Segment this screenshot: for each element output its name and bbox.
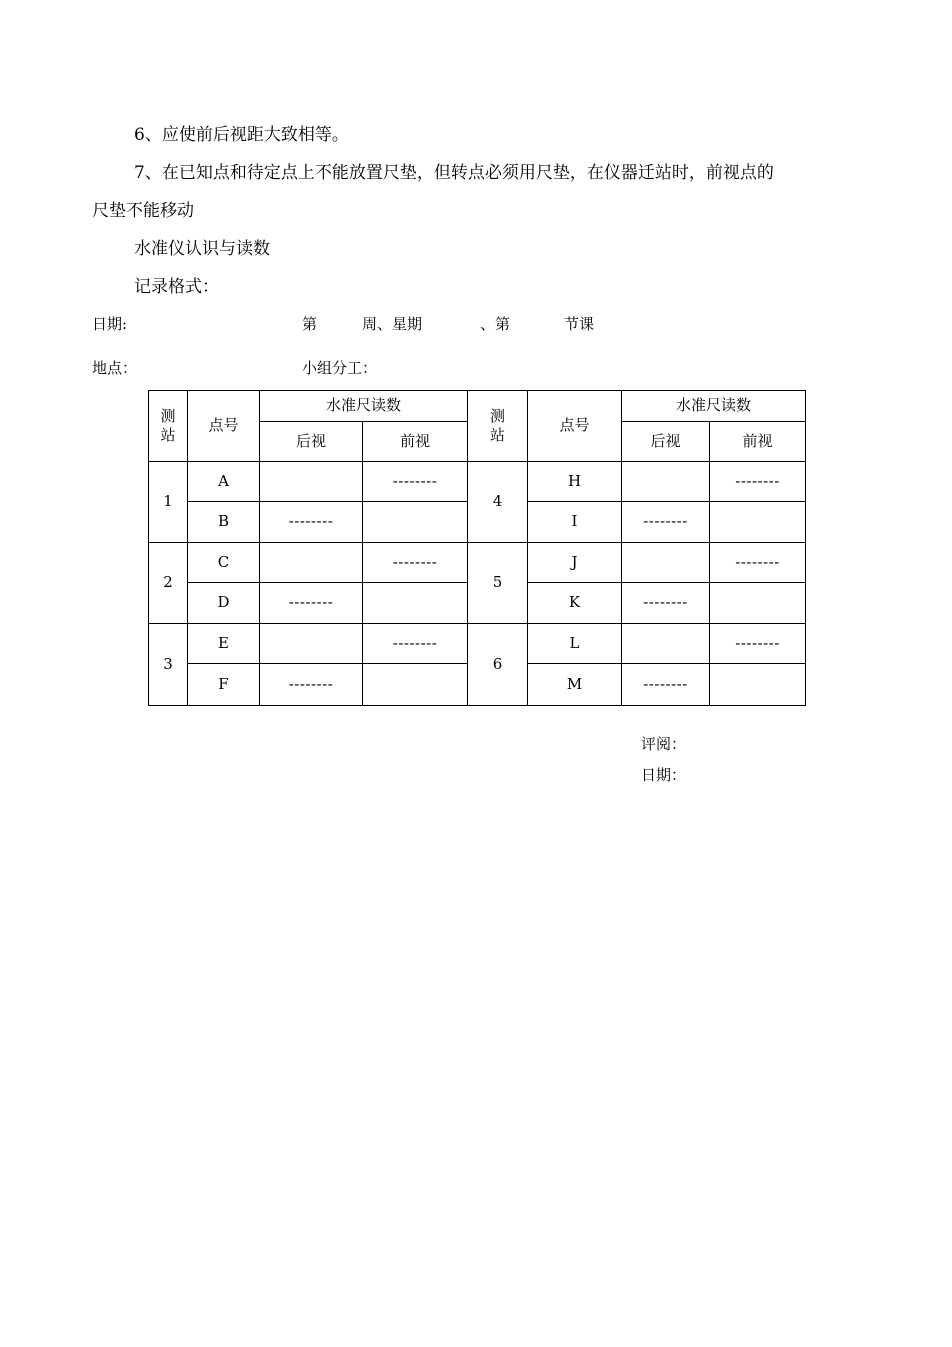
back-sight-cell [622, 624, 710, 664]
back-sight-cell [622, 543, 710, 583]
point-cell: B [188, 502, 260, 543]
record-table [148, 390, 806, 706]
back-sight-cell: -------- [622, 664, 710, 706]
fore-sight-header: 前视 [363, 422, 468, 462]
point-cell: K [528, 583, 622, 624]
record-format-label: 记录格式： [134, 277, 219, 297]
point-header: 点号 [188, 391, 260, 462]
station-cell: 6 [468, 624, 528, 706]
point-cell: D [188, 583, 260, 624]
fore-sight-cell [710, 664, 806, 706]
back-sight-cell: -------- [260, 583, 363, 624]
paragraph-item-7: 7、在已知点和待定点上不能放置尺垫，但转点必须用尺垫，在仪器迁站时，前视点的 [134, 163, 774, 183]
fore-sight-cell [710, 502, 806, 543]
station-cell: 2 [149, 543, 188, 624]
fore-sight-cell: -------- [363, 543, 468, 583]
reading-header: 水准尺读数 [622, 391, 806, 422]
lesson-suffix: 节课 [564, 315, 595, 333]
point-header: 点号 [528, 391, 622, 462]
week-suffix: 周、星期 [362, 315, 423, 333]
fore-sight-cell [363, 502, 468, 543]
section-heading: 水准仪认识与读数 [134, 239, 270, 259]
back-sight-cell: -------- [622, 583, 710, 624]
back-sight-header: 后视 [260, 422, 363, 462]
back-sight-cell [260, 624, 363, 664]
fore-sight-cell [710, 583, 806, 624]
station-cell: 3 [149, 624, 188, 706]
fore-sight-header: 前视 [710, 422, 806, 462]
date-label: 日期: [92, 315, 128, 333]
point-cell: H [528, 462, 622, 502]
point-cell: E [188, 624, 260, 664]
back-sight-cell [260, 543, 363, 583]
week-prefix: 第 [302, 315, 318, 333]
point-cell: J [528, 543, 622, 583]
back-sight-cell: -------- [260, 502, 363, 543]
group-label: 小组分工： [302, 359, 378, 377]
back-sight-cell [260, 462, 363, 502]
point-cell: C [188, 543, 260, 583]
fore-sight-cell: -------- [710, 462, 806, 502]
station-cell: 1 [149, 462, 188, 543]
review-label: 评阅： [641, 735, 687, 753]
fore-sight-cell: -------- [710, 624, 806, 664]
point-cell: L [528, 624, 622, 664]
lesson-prefix: 、第 [480, 315, 511, 333]
place-label: 地点： [92, 359, 138, 377]
point-cell: I [528, 502, 622, 543]
back-sight-cell: -------- [622, 502, 710, 543]
point-cell: A [188, 462, 260, 502]
back-sight-cell: -------- [260, 664, 363, 706]
fore-sight-cell: -------- [363, 462, 468, 502]
station-cell: 4 [468, 462, 528, 543]
review-date-label: 日期： [641, 766, 687, 784]
point-cell: F [188, 664, 260, 706]
fore-sight-cell [363, 583, 468, 624]
station-header: 测 站 [468, 391, 528, 462]
fore-sight-cell: -------- [363, 624, 468, 664]
point-cell: M [528, 664, 622, 706]
reading-header: 水准尺读数 [260, 391, 468, 422]
fore-sight-cell [363, 664, 468, 706]
back-sight-cell [622, 462, 710, 502]
station-header: 测 站 [149, 391, 188, 462]
paragraph-item-7-continued: 尺垫不能移动 [92, 201, 194, 221]
paragraph-item-6: 6、应使前后视距大致相等。 [134, 125, 349, 145]
back-sight-header: 后视 [622, 422, 710, 462]
fore-sight-cell: -------- [710, 543, 806, 583]
station-cell: 5 [468, 543, 528, 624]
